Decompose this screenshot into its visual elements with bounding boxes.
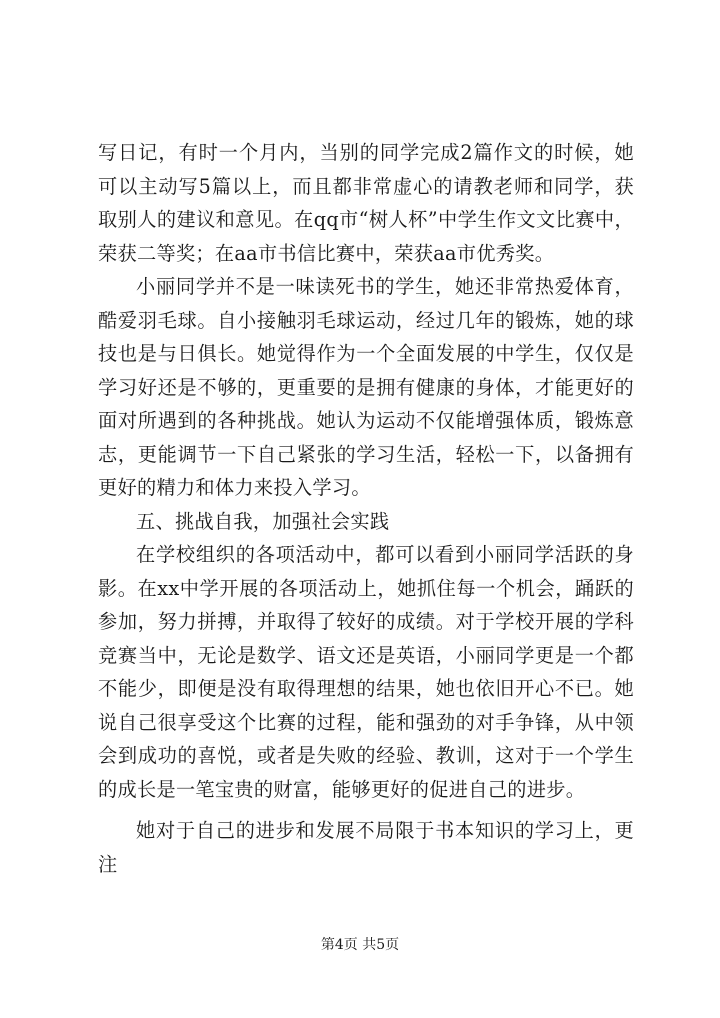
document-body [98,136,634,881]
page-footer: 第4页 共5页 [320,937,400,953]
paragraph-activities: 在学校组织的各项活动中，都可以看到小丽同学活跃的身影。在xx中学开展的各项活动上，她抓住每一个机会，踊跃的参加，努力拼搏，并取得了较好的成绩。对于学校开展的学科竞赛当中，无论是数学、语文还是英语，小丽同学更是一个都不能少，即便是没有取得理想的结果，她也依旧开心不已。她说自己很享受这个比赛的过程，能和强劲的对手争锋，从中领会到成功的喜悦，或者是失败的经验、教训，这对于一个学生的成长是一笔宝贵的财富，能够更好的促进自己的进步。 [98,543,634,801]
paragraph-continuation: 写日记，有时一个月内，当别的同学完成2篇作文的时候，她可以主动写5篇以上，而且都非常虚心的请教老师和同学，获取别人的建议和意见。在qq市“树人杯”中学生作文文比赛中，荣获二等奖；在aa市书信比赛中，荣获aa市优秀奖。 [98,141,634,265]
section-heading: 五、挑战自我，加强社会实践 [136,509,390,533]
paragraph-sports: 小丽同学并不是一味读死书的学生，她还非常热爱体育，酷爱羽毛球。自小接触羽毛球运动，经过几年的锻炼，她的球技也是与日俱长。她觉得作为一个全面发展的中学生，仅仅是学习好还是不够的，更重要的是拥有健康的身体，才能更好的面对所遇到的各种挑战。她认为运动不仅能增强体质，锻炼意志，更能调节一下自己紧张的学习生活，轻松一下，以备拥有更好的精力和体力来投入学习。 [98,275,634,499]
paragraph-development: 她对于自己的进步和发展不局限于书本知识的学习上，更注 [98,819,634,876]
